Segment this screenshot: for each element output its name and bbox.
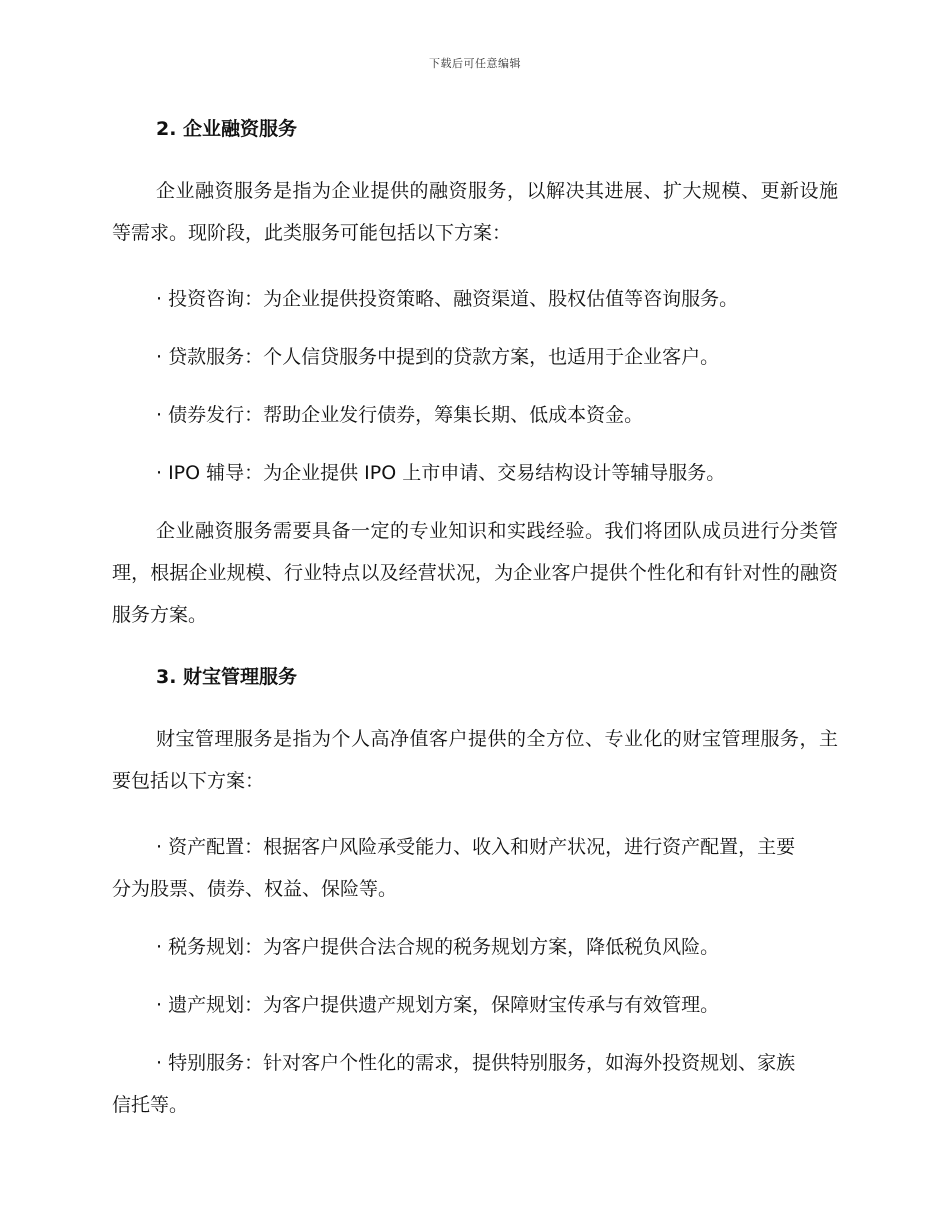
- bullet-item: · 税务规划：为客户提供合法合规的税务规划方案，降低税负风险。: [156, 936, 720, 958]
- section-intro-paragraph: 财宝管理服务是指为个人高净值客户提供的全方位、专业化的财宝管理服务，主要包括以下方案：: [112, 728, 838, 792]
- header-note: 下载后可任意编辑: [429, 57, 521, 70]
- section-intro-paragraph: 企业融资服务是指为企业提供的融资服务，以解决其进展、扩大规模、更新设施等需求。现阶段，此类服务可能包括以下方案：: [112, 180, 838, 244]
- bullet-item: · IPO 辅导：为企业提供 IPO 上市申请、交易结构设计等辅导服务。: [156, 462, 726, 484]
- bullet-item: · 贷款服务：个人信贷服务中提到的贷款方案，也适用于企业客户。: [156, 346, 720, 368]
- section-heading-corporate-financing: 2. 企业融资服务: [156, 118, 298, 140]
- document-body: [112, 112, 838, 1142]
- bullet-item: · 遗产规划：为客户提供遗产规划方案，保障财宝传承与有效管理。: [156, 994, 720, 1016]
- bullet-item: · 债券发行：帮助企业发行债券，筹集长期、低成本资金。: [156, 404, 644, 426]
- section-heading-wealth-management: 3. 财宝管理服务: [156, 666, 298, 688]
- bullet-item: · 投资咨询：为企业提供投资策略、融资渠道、股权估值等咨询服务。: [156, 288, 739, 310]
- bullet-item: · 特别服务：针对客户个性化的需求，提供特别服务，如海外投资规划、家族信托等。: [112, 1052, 796, 1116]
- section-closing-paragraph: 企业融资服务需要具备一定的专业知识和实践经验。我们将团队成员进行分类管理，根据企业规模、行业特点以及经营状况，为企业客户提供个性化和有针对性的融资服务方案。: [112, 520, 838, 626]
- bullet-item: · 资产配置：根据客户风险承受能力、收入和财产状况，进行资产配置，主要分为股票、债券、权益、保险等。: [112, 836, 796, 900]
